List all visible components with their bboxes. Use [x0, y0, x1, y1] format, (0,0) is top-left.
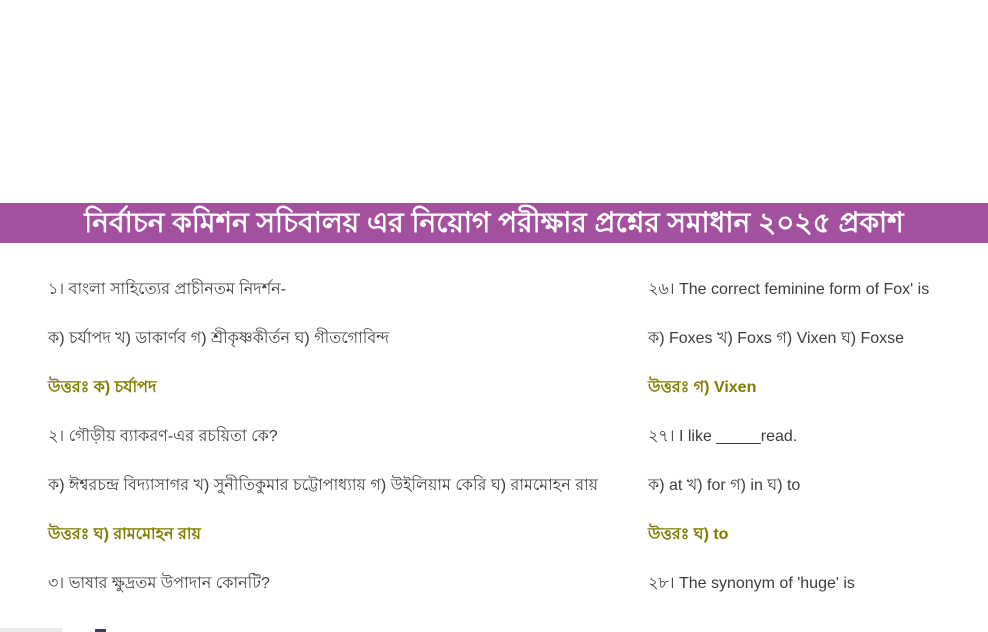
question-27-answer: উত্তরঃ ঘ) to [648, 526, 729, 543]
question-1-answer: উত্তরঃ ক) চর্যাপদ [48, 379, 157, 396]
question-2-options: ক) ঈশ্বরচন্দ্র বিদ্যাসাগর খ) সুনীতিকুমার চট্টোপাধ্যায় গ) উইলিয়াম কেরি ঘ) রামমোহন রায় [48, 477, 599, 494]
question-26-answer: উত্তরঃ গ) Vixen [648, 379, 757, 396]
question-27-options: ক) at খ) for গ) in ঘ) to [648, 477, 801, 494]
cutoff-bottom-bar [0, 628, 62, 632]
question-1-options: ক) চর্যাপদ খ) ডাকার্ণব গ) শ্রীকৃষ্ণকীর্তন ঘ) গীতগোবিন্দ [48, 330, 390, 347]
question-26-options: ক) Foxes খ) Foxs গ) Vixen ঘ) Foxse [648, 330, 905, 347]
question-27: ২৭। I like _____read. [648, 428, 798, 445]
left-column [48, 279, 644, 622]
right-column [648, 279, 984, 622]
question-26: ২৬। The correct feminine form of Fox' is [648, 281, 930, 298]
question-2-answer: উত্তরঃ ঘ) রামমোহন রায় [48, 526, 201, 543]
page-title: নির্বাচন কমিশন সচিবালয় এর নিয়োগ পরীক্ষার প্রশ্নের সমাধান ২০২৫ প্রকাশ [84, 207, 904, 238]
post-title-banner [0, 203, 988, 243]
question-3: ৩। ভাষার ক্ষুদ্রতম উপাদান কোনটি? [48, 575, 270, 592]
question-1: ১। বাংলা সাহিত্যের প্রাচীনতম নিদর্শন- [48, 281, 287, 298]
question-2: ২। গৌড়ীয় ব্যাকরণ-এর রচয়িতা কে? [48, 428, 278, 445]
question-28: ২৮। The synonym of 'huge' is [648, 575, 855, 592]
